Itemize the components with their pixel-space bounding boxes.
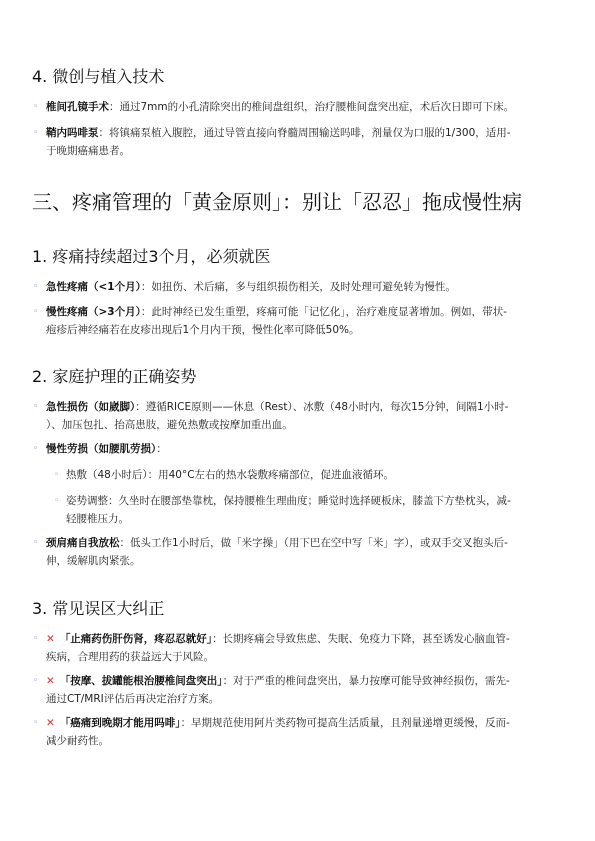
list-item — [33, 278, 580, 296]
item-text-continued: 减少耐药性。 — [46, 735, 109, 747]
heading-seek-care: 1. 疼痛持续超过3个月，必须就医 — [32, 247, 271, 266]
heading-misconceptions: 3. 常见误区大纠正 — [32, 599, 165, 618]
item-term: 颈肩痛自我放松 — [46, 537, 120, 549]
bullet-icon: ◦ — [33, 282, 39, 292]
bullet-icon: ◦ — [33, 307, 39, 317]
list-item — [33, 98, 580, 116]
sub-bullet-icon: ◦ — [54, 470, 60, 480]
item-text-continued: 疱疹后神经痛若在皮疹出现后1个月内干预，慢性化率可降低50%。 — [46, 324, 360, 336]
item-term: 慢性劳损（如腰肌劳损） — [46, 443, 157, 455]
item-term: 急性损伤（如崴脚） — [46, 401, 136, 413]
item-text-continued: 伸，缓解肌肉紧张。 — [46, 555, 141, 567]
item-term: 「按摩、拔罐能根治腰椎间盘突出」 — [59, 675, 223, 687]
item-text-continued: 于晚期癌痛患者。 — [46, 145, 130, 157]
item-text: ：通过7mm的小孔清除突出的椎间盘组织，治疗腰椎间盘突出症，术后次日即可下床。 — [109, 101, 515, 113]
item-text: ： — [156, 443, 167, 455]
item-text-continued: 轻腰椎压力。 — [66, 513, 129, 525]
list-item — [33, 714, 580, 750]
list-item — [33, 398, 580, 434]
cross-icon: ✕ — [46, 717, 55, 729]
item-text: ：遵循RICE原则——休息（Rest）、冰敷（48小时内，每次15分钟，间隔1小时- — [135, 401, 509, 413]
heading-home-care: 2. 家庭护理的正确姿势 — [32, 367, 197, 386]
cross-icon: ✕ — [46, 675, 55, 687]
list-item — [33, 124, 580, 160]
bullet-icon: ◦ — [33, 402, 39, 412]
part-three-title: 三、疼痛管理的「黄金原则」：别让「忍忍」拖成慢性病 — [32, 190, 522, 214]
item-term: 椎间孔镜手术 — [46, 101, 109, 113]
sub-list-item — [54, 492, 580, 528]
item-text: ：对于严重的椎间盘突出，暴力按摩可能导致神经损伤，需先- — [222, 675, 510, 687]
list-item — [33, 303, 580, 339]
item-term: 「止痛药伤肝伤肾，疼忍忍就好」 — [59, 633, 213, 645]
list-item — [33, 534, 580, 570]
bullet-icon: ◦ — [33, 718, 39, 728]
item-text-continued: 疾病，合理用药的获益远大于风险。 — [46, 651, 214, 663]
item-text: ：低头工作1小时后，做「米字操」（用下巴在空中写「米」字），或双手交叉抱头后- — [119, 537, 508, 549]
sub-list-item — [54, 466, 580, 484]
list-item — [33, 672, 580, 708]
bullet-icon: ◦ — [33, 634, 39, 644]
item-text: 姿势调整：久坐时在腰部垫靠枕，保持腰椎生理曲度；睡觉时选择硬板床，膝盖下方垫枕头，减- — [66, 495, 511, 507]
item-term: 「癌痛到晚期才能用吗啡」 — [59, 717, 181, 729]
item-term: 慢性疼痛（>3个月） — [46, 306, 141, 318]
list-item — [33, 630, 580, 666]
bullet-icon: ◦ — [33, 102, 39, 112]
item-text: ：早期规范使用阿片类药物可提高生活质量，且剂量递增更缓慢，反而- — [180, 717, 510, 729]
item-text: ：长期疼痛会导致焦虑、失眠、免疫力下降，甚至诱发心脑血管- — [212, 633, 510, 645]
item-term: 急性疼痛（<1个月） — [46, 281, 141, 293]
item-text: 热敷（48小时后）：用40°C左右的热水袋敷疼痛部位，促进血液循环。 — [66, 469, 395, 481]
item-text: ：此时神经已发生重塑，疼痛可能「记忆化」，治疗难度显著增加。例如，带状- — [140, 306, 507, 318]
list-item — [33, 440, 580, 458]
heading-minimally-invasive: 4. 微创与植入技术 — [32, 67, 165, 86]
cross-icon: ✕ — [46, 633, 55, 645]
bullet-icon: ◦ — [33, 676, 39, 686]
item-text: ：如扭伤、术后痛，多与组织损伤相关，及时处理可避免转为慢性。 — [140, 281, 456, 293]
bullet-icon: ◦ — [33, 538, 39, 548]
bullet-icon: ◦ — [33, 128, 39, 138]
item-text-continued: 通过CT/MRI评估后再决定治疗方案。 — [46, 693, 220, 705]
item-term: 鞘内吗啡泵 — [46, 127, 99, 139]
item-text: ：将镇痛泵植入腹腔，通过导管直接向脊髓周围输送吗啡，剂量仅为口服的1/300，适用- — [98, 127, 511, 139]
item-text-continued: ）、加压包扎、抬高患肢，避免热敷或按摩加重出血。 — [46, 419, 293, 431]
sub-bullet-icon: ◦ — [54, 496, 60, 506]
bullet-icon: ◦ — [33, 444, 39, 454]
